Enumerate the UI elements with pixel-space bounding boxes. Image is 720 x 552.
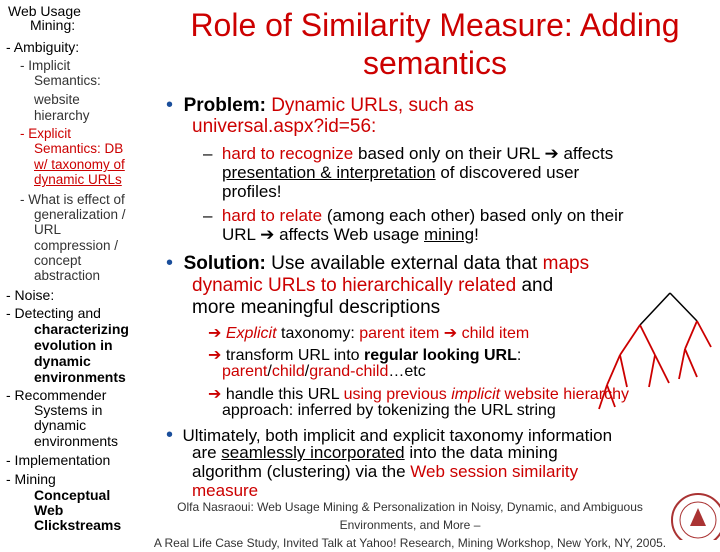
arrow1-explicit: Explicit [225,325,277,342]
ultimately-line-2 [192,443,558,463]
footer-line-1: Olfa Nasraoui: Web Usage Mining & Personalization in Noisy, Dynamic, and Ambiguous Environments, and More – [177,500,643,532]
sub-bullet-2-cont [222,225,479,245]
arrow2-grandchild: grand-child [309,363,389,380]
ultimately-underlined: seamlessly incorporated [221,443,405,462]
sidebar-line: characterizing [34,321,129,337]
solution-text-2b: and [516,275,554,296]
sub2-text-c: URL [222,225,261,244]
title-line-2: semantics [362,45,508,81]
arrow3-implicit: implicit [451,386,501,403]
tree-diagram [585,285,715,415]
sub2-text: (among each other) based only on their [322,206,624,225]
sidebar-line: dynamic [34,417,87,433]
solution-text-1: Use available external data that [271,253,543,274]
sidebar-line: - Ambiguity: [6,39,80,55]
solution-label: Solution: [183,253,272,274]
sidebar-line: - Explicit [20,126,72,141]
tree-red-edges [599,321,711,409]
sidebar-line: - Detecting and [6,305,101,321]
sidebar-line: environments [34,369,126,385]
slide-footer [150,498,670,552]
sidebar-line: Conceptual [34,487,111,503]
sub1-text-e: of discovered user [435,163,580,182]
arrow2-text: transform URL into [225,347,364,364]
arrow2-child: child [271,363,305,380]
sidebar-line: URL [34,222,62,237]
right-arrow-icon: ➔ [208,347,222,364]
problem-bullet [166,94,474,117]
ultimately-line-3 [192,462,578,482]
dash-icon: – [203,206,222,225]
ultimately-text-1: Ultimately, both implicit and explicit taxonomy information [182,426,613,445]
sub-bullet-1-cont [222,163,579,183]
sidebar-line: dynamic [34,353,91,369]
ultimately-text-2a: are [192,443,222,462]
sidebar-line: - Mining [6,471,56,487]
arrow2-slash: / [304,363,310,380]
sub-bullet-2 [203,206,624,226]
sidebar-line: Web [34,502,64,518]
sidebar-line: website [34,92,80,107]
arrow2-slash: / [267,363,272,380]
bullet-dot-icon: • [166,94,174,116]
sidebar-line: hierarchy [34,108,90,123]
sidebar-line: Systems in [34,402,103,418]
sub1-red-text: hard to recognize [221,144,354,163]
problem-label: Problem: [183,95,272,116]
sidebar-line: - Implicit [20,58,71,73]
sidebar-line: abstraction [34,268,101,283]
sidebar-line: generalization / [34,207,126,222]
arrow2-etc: …etc [388,363,426,380]
footer-line-2: A Real Life Case Study, Invited Talk at Yahoo! Research, Mining Workshop, New York, NY, 2005. [153,536,667,550]
sidebar-line: - What is effect of [20,192,125,207]
slide-title [150,6,720,82]
sub1-text: based only on their URL [353,144,545,163]
sidebar-line: Web Usage [8,3,81,19]
sub2-text-d: affects Web usage [274,225,424,244]
sidebar-line: Semantics: [34,73,101,88]
sub-bullet-1 [203,144,613,164]
solution-text-2: dynamic URLs to hierarchically related [192,275,517,296]
sidebar-line: environments [34,433,119,449]
sidebar-line: - Noise: [6,287,55,303]
bullet-dot-icon: • [166,424,174,446]
arrow1-child: child item [461,325,530,342]
right-arrow-icon: ➔ [260,225,275,244]
arrow3-text: handle this URL [225,386,344,403]
sub2-text-f: ! [474,225,479,244]
right-arrow-icon: ➔ [208,386,222,403]
sub1-text-f: profiles! [222,182,282,201]
arrow-line-1 [208,323,529,343]
ultimately-text-3b: Web session similarity [410,462,579,481]
problem-text-1: Dynamic URLs, such as [271,95,474,116]
sidebar-line: - Recommender [6,387,107,403]
tree-black-edges [640,293,697,325]
sidebar-line: dynamic URLs [34,172,122,187]
sidebar-line: - Implementation [6,452,111,468]
right-arrow-icon: ➔ [544,144,559,163]
sub1-underlined: presentation & interpretation [222,163,436,182]
solution-line-2 [192,275,553,297]
title-line-1: Role of Similarity Measure: Adding [190,7,680,43]
ultimately-text-4: measure [192,481,259,500]
sub1-text-c: affects [558,144,614,163]
arrow2-bold: regular looking URL [363,347,517,364]
arrow3-hierarchy: website hierarchy [500,386,630,403]
sidebar-line: evolution in [34,337,113,353]
sidebar-line: compression / [34,238,119,253]
arrow1-text: taxonomy: [276,325,360,342]
ultimately-text-2c: into the data mining [404,443,558,462]
arrow-line-3 [208,384,629,404]
arrow3-text-e: approach: inferred by tokenizing the URL string [222,402,556,419]
sidebar-line: Clickstreams [34,517,122,533]
university-seal-logo [668,490,720,540]
sidebar-line: Mining: [30,17,76,33]
sidebar-line: w/ taxonomy of [34,157,125,172]
arrow1-parent: parent item [359,325,440,342]
ultimately-text-3a: algorithm (clustering) via the [192,462,411,481]
sidebar-line: concept [34,253,82,268]
sub2-red-text: hard to relate [221,206,323,225]
sub2-underlined: mining [424,225,475,244]
solution-bullet [166,252,589,275]
solution-text-1-red: maps [542,253,590,274]
right-arrow-icon: ➔ [208,325,222,342]
problem-text-2: universal.aspx?id=56: [192,116,377,137]
arrow2-parent: parent [222,363,268,380]
solution-text-3: more meaningful descriptions [192,297,441,318]
arrow-line-2 [208,345,521,365]
arrow-line-2-cont [222,363,426,381]
dash-icon: – [203,144,222,163]
arrow3-red: using previous [343,386,452,403]
right-arrow-icon: ➔ [439,325,462,342]
sidebar-outline [0,0,150,540]
bullet-dot-icon: • [166,252,174,274]
sidebar-line: Semantics: DB [34,141,124,156]
arrow2-colon: : [516,347,522,364]
